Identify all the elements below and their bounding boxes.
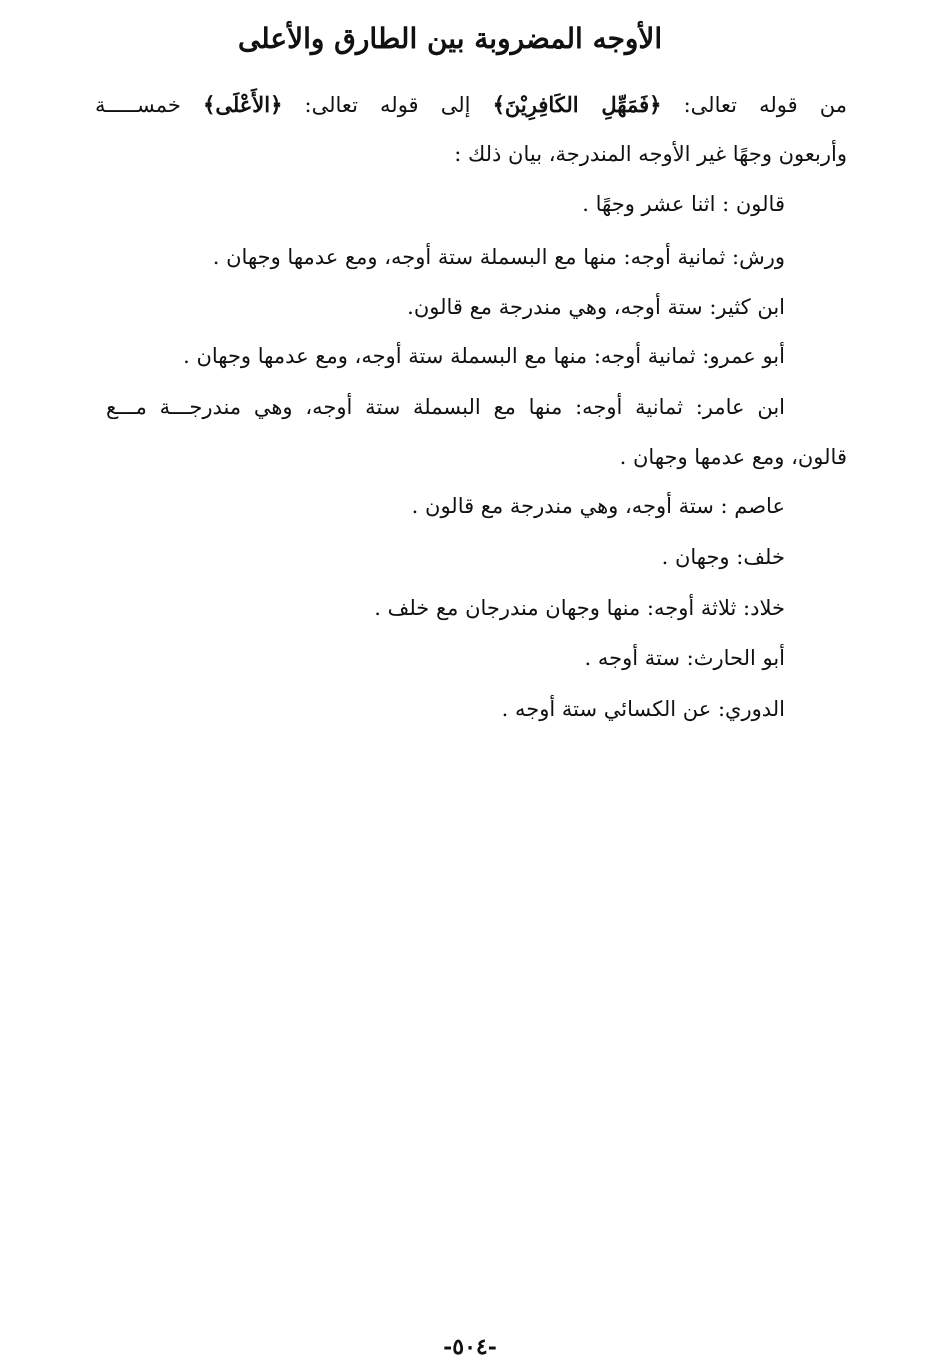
entry-qalun: قالون : اثنا عشر وجهًا . — [582, 192, 785, 216]
entry-khallad: خلاد: ثلاثة أوجه: منها وجهان مندرجان مع خلف . — [374, 596, 785, 620]
entry-abu-amr: أبو عمرو: ثمانية أوجه: منها مع البسملة ستة أوجه، ومع عدمها وجهان . — [183, 344, 785, 368]
page-title: الأوجه المضروبة بين الطارق والأعلى — [237, 22, 663, 55]
entry-abu-al-harith: أبو الحارث: ستة أوجه . — [584, 646, 785, 670]
entry-ibn-kathir: ابن كثير: ستة أوجه، وهي مندرجة مع قالون. — [407, 295, 785, 319]
quran-quote-2: ﴿الأَعْلَى﴾ — [203, 92, 283, 117]
entry-warsh: ورش: ثمانية أوجه: منها مع البسملة ستة أوجه، ومع عدمها وجهان . — [212, 245, 785, 269]
intro-text-a: من قوله تعالى: — [661, 93, 847, 117]
intro-line-2: وأربعون وجهًا غير الأوجه المندرجة، بيان ذلك : — [454, 142, 847, 166]
quran-quote-1: ﴿فَمَهِّلِ الكَافِرِيْنَ﴾ — [492, 92, 662, 117]
page-number: -٥٠٤- — [443, 1334, 497, 1360]
entry-al-duri: الدوري: عن الكسائي ستة أوجه . — [501, 697, 785, 721]
intro-text-b: إلى قوله تعالى: — [282, 93, 493, 117]
intro-line-1 — [95, 92, 847, 117]
entry-khalaf: خلف: وجهان . — [661, 545, 785, 569]
entry-ibn-amir: ابن عامر: ثمانية أوجه: منها مع البسملة ستة أوجه، وهي مندرجـــة مـــع — [106, 395, 785, 419]
intro-text-c: خمســـــة — [95, 93, 204, 117]
entry-ibn-amir-cont: قالون، ومع عدمها وجهان . — [619, 445, 847, 469]
entry-asim: عاصم : ستة أوجه، وهي مندرجة مع قالون . — [411, 494, 785, 518]
